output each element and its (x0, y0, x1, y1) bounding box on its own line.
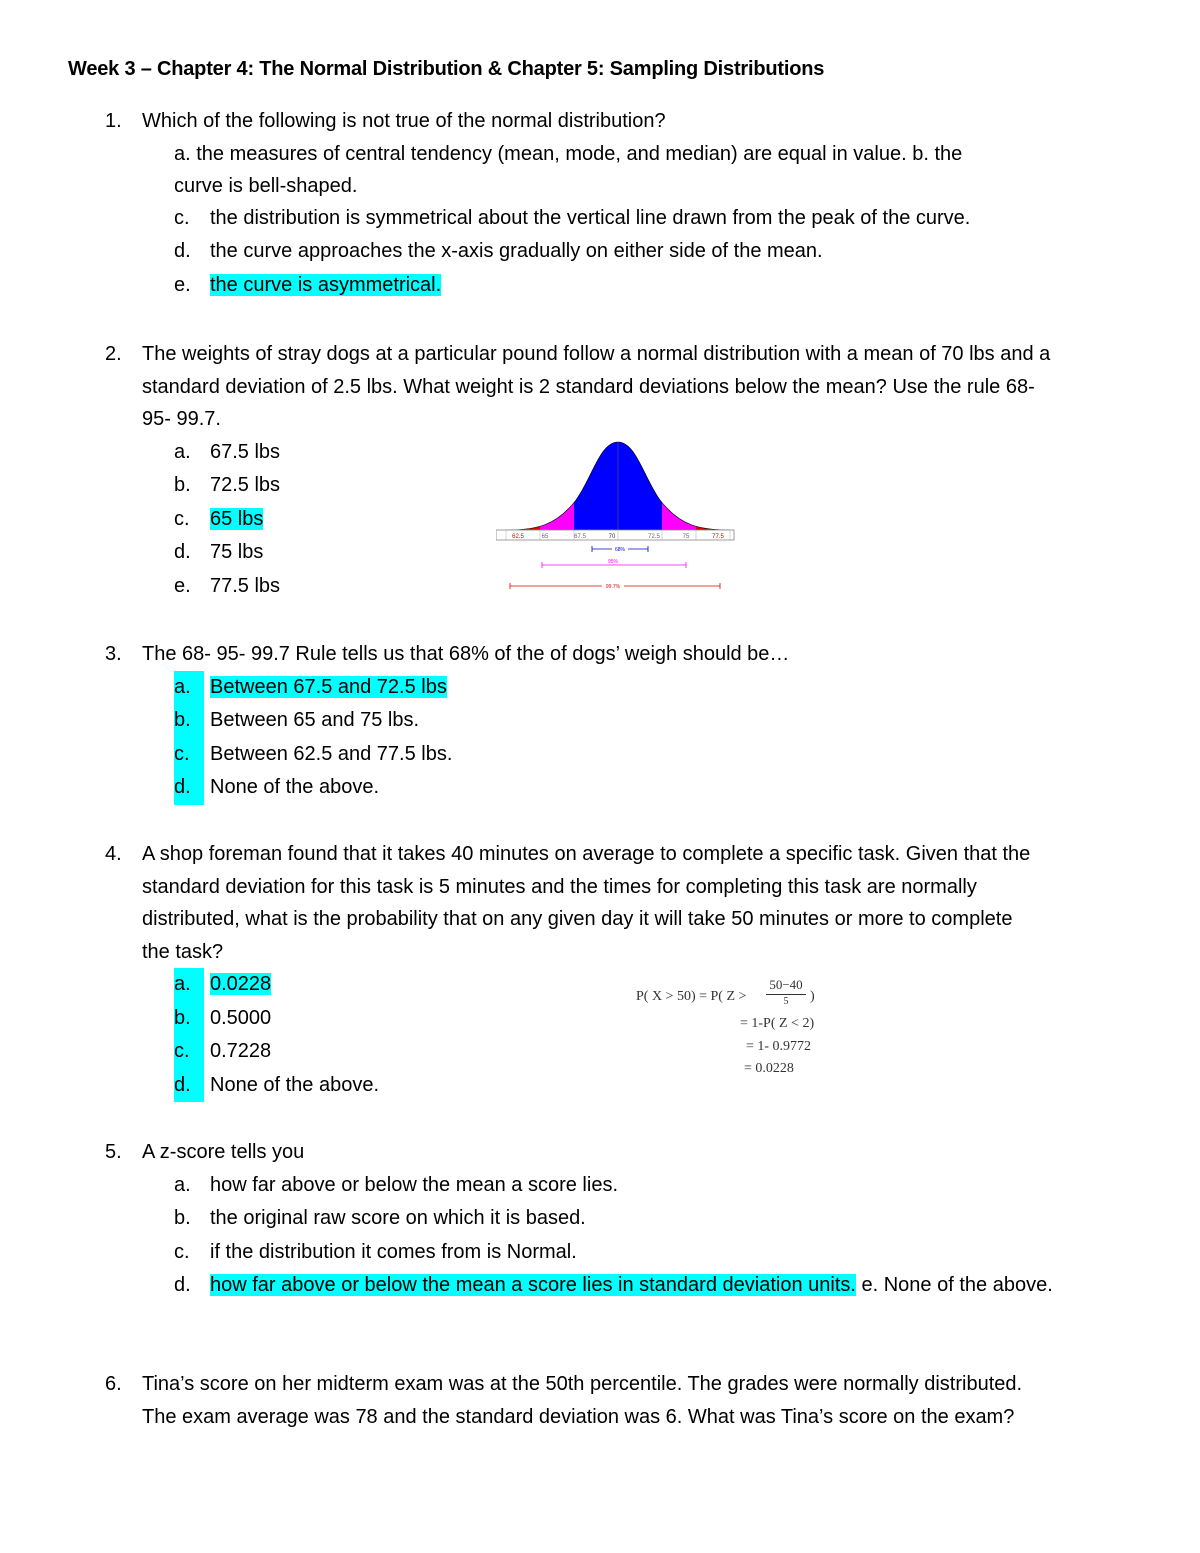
axis-label-67-5: 67.5 (574, 534, 586, 540)
option-d: d. 75 lbs (174, 541, 264, 563)
option-d: d. the curve approaches the x-axis gradually on either side of the mean. (174, 240, 823, 262)
question-text-line-4: the task? (142, 940, 224, 963)
axis-label-70: 70 (608, 534, 616, 540)
question-number: 2. (105, 343, 122, 365)
formula-line-1: P( X > 50) = P( Z > (636, 989, 747, 1004)
question-text-line-1: Tina’s score on her midterm exam was at the 50th percentile. The grades were normally distributed. (142, 1373, 1023, 1395)
question-text: The 68- 95- 99.7 Rule tells us that 68% of the of dogs’ weigh should be… (142, 643, 790, 665)
axis-label-72-5: 72.5 (648, 534, 660, 540)
axis-label-77-5: 77.5 (712, 534, 724, 540)
question-number: 4. (105, 843, 122, 865)
option-e-answer: e. the curve is asymmetrical. (174, 273, 442, 296)
formula-line-4: = 0.0228 (744, 1061, 794, 1076)
question-text-line-3: 95- 99.7. (142, 408, 221, 430)
option-a-b: a. the measures of central tendency (mean, mode, and median) are equal in value. b. the (174, 142, 963, 165)
question-text-line-1: The weights of stray dogs at a particular pound follow a normal distribution with a mean of 70 lbs and a (142, 343, 1051, 365)
option-b: b. 0.5000 (174, 1002, 1165, 1036)
option-d-answer: d. how far above or below the mean a score lies in standard deviation units. e. None of the above. (174, 1274, 1053, 1296)
option-d: d. None of the above. (174, 771, 1165, 805)
option-a-answer: a. 0.0228 (174, 968, 1165, 1002)
option-b-cont: curve is bell-shaped. (174, 174, 358, 197)
question-text: A z-score tells you (142, 1141, 305, 1163)
question-number: 3. (105, 643, 122, 665)
question-text-line-2: The exam average was 78 and the standard deviation was 6. What was Tina’s score on the exam? (142, 1405, 1015, 1428)
option-c: c. if the distribution it comes from is Normal. (174, 1240, 577, 1263)
question-3 (105, 638, 1165, 805)
axis-label-65: 65 (541, 534, 549, 540)
question-text: Which of the following is not true of the normal distribution? (142, 110, 666, 132)
question-text-line-1: A shop foreman found that it takes 40 minutes on average to complete a specific task. Given that the (142, 843, 1031, 865)
option-c-answer: c. 65 lbs (174, 507, 264, 530)
formula-close-paren: ) (810, 989, 815, 1004)
option-b: b. the original raw score on which it is based. (174, 1207, 586, 1229)
question-number: 5. (105, 1141, 122, 1163)
formula-line-3: = 1- 0.9772 (746, 1039, 812, 1054)
question-text-line-2: standard deviation for this task is 5 minutes and the times for completing this task are normally (142, 875, 977, 898)
question-6 (105, 1368, 1165, 1433)
option-b: b. Between 65 and 75 lbs. (174, 704, 1165, 738)
option-a: a. 67.5 lbs (174, 440, 281, 463)
question-text-line-2: standard deviation of 2.5 lbs. What weight is 2 standard deviations below the mean? Use the rule 68- (142, 375, 1035, 398)
question-number: 1. (105, 110, 122, 132)
svg-text:68%: 68% (614, 547, 626, 553)
option-c: c. Between 62.5 and 77.5 lbs. (174, 738, 1165, 772)
formula-line-2: = 1-P( Z < 2) (740, 1016, 815, 1031)
range-68 (592, 546, 648, 553)
option-c: c. the distribution is symmetrical about the vertical line drawn from the peak of the curve. (174, 206, 971, 229)
range-95 (542, 559, 686, 568)
option-e: e. 77.5 lbs (174, 574, 281, 597)
page-title: Week 3 – Chapter 4: The Normal Distribution & Chapter 5: Sampling Distributions (68, 58, 825, 80)
option-c: c. 0.7228 (174, 1035, 1165, 1069)
option-a: a. how far above or below the mean a score lies. (174, 1173, 618, 1196)
option-e-inline: e. None of the above. (855, 1274, 1053, 1296)
option-b: b. 72.5 lbs (174, 474, 281, 496)
question-number: 6. (105, 1373, 122, 1395)
fraction-bar (766, 994, 806, 995)
question-text-line-3: distributed, what is the probability that on any given day it will take 50 minutes or more to complete (142, 908, 1013, 930)
axis-label-62-5: 62.5 (512, 534, 524, 540)
question-1 (105, 105, 1165, 302)
formula-fraction-denominator: 5 (783, 996, 789, 1007)
range-99-7 (510, 583, 720, 590)
probability-formula (634, 975, 834, 1085)
normal-distribution-figure (496, 440, 740, 592)
option-a-answer: a. Between 67.5 and 72.5 lbs (174, 671, 1165, 705)
axis-label-75: 75 (682, 534, 690, 540)
formula-fraction-numerator: 50−40 (769, 977, 803, 992)
question-5 (105, 1136, 1165, 1303)
svg-text:99.7%: 99.7% (605, 584, 621, 590)
option-d: d. None of the above. (174, 1069, 1165, 1103)
svg-text:95%: 95% (607, 559, 619, 565)
